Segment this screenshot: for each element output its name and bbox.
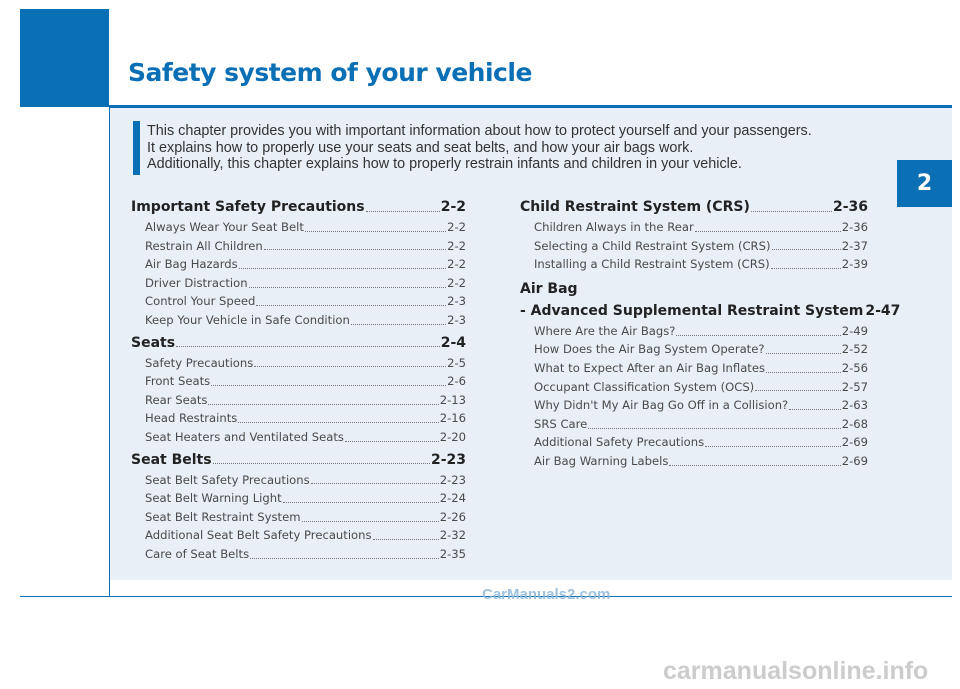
toc-section-seats[interactable] bbox=[131, 332, 466, 354]
toc-page-number: 2-24 bbox=[439, 491, 466, 506]
watermark-top: CarManuals2.com bbox=[482, 586, 611, 603]
toc-page-number: 2-36 bbox=[841, 220, 868, 234]
toc-entry-label: Children Always in the Rear bbox=[534, 220, 694, 234]
toc-page-number: 2-2 bbox=[447, 257, 466, 272]
leader-dots bbox=[213, 463, 430, 464]
toc-page-number: 2-63 bbox=[841, 398, 868, 413]
toc-entry-label: Additional Safety Precautions bbox=[534, 435, 705, 450]
toc-subsection-list bbox=[131, 471, 466, 564]
toc-entry[interactable] bbox=[131, 526, 466, 545]
toc-entry[interactable] bbox=[131, 508, 466, 527]
toc-page-number: 2-49 bbox=[841, 323, 868, 338]
leader-dots bbox=[366, 211, 440, 212]
toc-page-number: 2-13 bbox=[439, 392, 466, 407]
toc-subsection-list bbox=[520, 322, 868, 471]
leader-dots bbox=[208, 404, 438, 405]
toc-entry-label: How Does the Air Bag System Operate? bbox=[534, 342, 765, 357]
toc-entry[interactable] bbox=[520, 415, 868, 434]
toc-page-number: 2-2 bbox=[447, 275, 466, 290]
toc-entry-label: Front Seats bbox=[145, 374, 211, 389]
chapter-intro bbox=[147, 123, 877, 173]
toc-entry-label: Installing a Child Restraint System (CRS) bbox=[534, 257, 770, 272]
toc-entry[interactable] bbox=[131, 274, 466, 293]
toc-page-number: 2-2 bbox=[440, 199, 466, 215]
toc-section-title: Important Safety Precautions bbox=[131, 199, 365, 215]
leader-dots bbox=[676, 335, 840, 336]
toc-entry[interactable] bbox=[131, 545, 466, 564]
leader-dots bbox=[705, 446, 841, 447]
toc-entry-label: Air Bag Hazards bbox=[145, 257, 238, 272]
intro-line: Additionally, this chapter explains how to properly restrain infants and children in your vehicle. bbox=[147, 156, 742, 173]
toc-right-column bbox=[520, 196, 901, 471]
toc-entry[interactable] bbox=[520, 218, 868, 237]
toc-page-number: 2-23 bbox=[439, 472, 466, 487]
toc-entry-label: Care of Seat Belts bbox=[145, 546, 250, 561]
intro-line: It explains how to properly use your seats and seat belts, and how your air bags work. bbox=[147, 139, 694, 156]
leader-dots bbox=[211, 385, 446, 386]
leader-dots bbox=[766, 372, 841, 373]
toc-page-number: 2-16 bbox=[439, 411, 466, 426]
toc-page-number: 2-23 bbox=[430, 451, 466, 468]
toc-page-number: 2-69 bbox=[841, 435, 868, 450]
toc-page-number: 2-68 bbox=[841, 416, 868, 431]
toc-entry[interactable] bbox=[520, 433, 868, 452]
toc-entry-label: Seat Belt Restraint System bbox=[145, 509, 301, 524]
toc-subsection-list bbox=[131, 218, 466, 330]
toc-entry-label: Driver Distraction bbox=[145, 275, 248, 290]
toc-entry[interactable] bbox=[520, 340, 868, 359]
toc-page-number: 2-2 bbox=[447, 238, 466, 253]
toc-section-seat-belts[interactable] bbox=[131, 449, 466, 471]
toc-entry-label: Control Your Speed bbox=[145, 294, 256, 309]
toc-entry-label: Why Didn't My Air Bag Go Off in a Collision? bbox=[534, 398, 789, 413]
toc-page-number: 2-52 bbox=[841, 342, 868, 357]
toc-entry-label: Additional Seat Belt Safety Precautions bbox=[145, 528, 372, 543]
toc-entry-label: Head Restraints bbox=[145, 411, 238, 426]
toc-entry[interactable] bbox=[131, 311, 466, 330]
header-color-block bbox=[20, 9, 109, 107]
toc-page-number: 2-47 bbox=[865, 302, 901, 319]
intro-line: This chapter provides you with important information about how to protect yourself and your passengers. bbox=[147, 123, 812, 139]
leader-dots bbox=[669, 465, 840, 466]
leader-dots bbox=[351, 324, 446, 325]
toc-section-title: Air Bag bbox=[520, 280, 578, 297]
leader-dots bbox=[305, 231, 446, 232]
toc-entry-label: Occupant Classification System (OCS) bbox=[534, 379, 755, 394]
leader-dots bbox=[766, 353, 841, 354]
toc-entry-label: Seat Heaters and Ventilated Seats bbox=[145, 429, 344, 444]
leader-dots bbox=[789, 409, 840, 410]
toc-entry-label: SRS Care bbox=[534, 416, 588, 431]
toc-page-number: 2-3 bbox=[447, 312, 466, 327]
leader-dots bbox=[176, 346, 440, 347]
leader-dots bbox=[373, 539, 439, 540]
toc-entry[interactable] bbox=[131, 292, 466, 311]
toc-section-important[interactable] bbox=[131, 196, 466, 218]
toc-entry-label: Restrain All Children bbox=[145, 238, 263, 253]
toc-page-number: 2-4 bbox=[440, 334, 466, 351]
toc-entry[interactable] bbox=[520, 237, 868, 256]
leader-dots bbox=[239, 268, 446, 269]
toc-entry-label: Rear Seats bbox=[145, 392, 208, 407]
toc-subsection-list bbox=[520, 218, 868, 274]
toc-page-number: 2-32 bbox=[439, 528, 466, 543]
leader-dots bbox=[695, 231, 841, 232]
leader-dots bbox=[249, 287, 447, 288]
toc-page-number: 2-5 bbox=[447, 355, 466, 370]
toc-entry[interactable] bbox=[520, 322, 868, 341]
toc-entry[interactable] bbox=[131, 255, 466, 274]
toc-section-title: Seat Belts bbox=[131, 451, 212, 468]
toc-entry[interactable] bbox=[520, 396, 868, 415]
toc-entry-label: Air Bag Warning Labels bbox=[534, 453, 669, 468]
leader-dots bbox=[238, 422, 438, 423]
toc-entry[interactable] bbox=[520, 359, 868, 378]
toc-section-title: Child Restraint System (CRS) bbox=[520, 199, 750, 215]
leader-dots bbox=[311, 483, 439, 484]
leader-dots bbox=[588, 428, 840, 429]
toc-section-subtitle: - Advanced Supplemental Restraint System bbox=[520, 302, 864, 319]
watermark-bottom: carmanualsonline.info bbox=[663, 657, 929, 685]
toc-page-number: 2-2 bbox=[447, 220, 466, 234]
toc-page-number: 2-69 bbox=[841, 453, 868, 468]
leader-dots bbox=[751, 211, 832, 212]
toc-entry[interactable] bbox=[131, 218, 466, 237]
chapter-tab[interactable]: 2 bbox=[897, 160, 952, 207]
leader-dots bbox=[345, 441, 439, 442]
toc-entry[interactable] bbox=[131, 237, 466, 256]
toc-page-number: 2-3 bbox=[447, 294, 466, 309]
toc-entry[interactable] bbox=[131, 372, 466, 391]
leader-dots bbox=[755, 390, 840, 391]
toc-entry[interactable] bbox=[520, 378, 868, 397]
leader-dots bbox=[283, 502, 439, 503]
toc-page-number: 2-36 bbox=[832, 199, 868, 215]
toc-entry-label: Seat Belt Warning Light bbox=[145, 491, 282, 506]
toc-left-column bbox=[131, 196, 466, 564]
toc-entry[interactable] bbox=[131, 428, 466, 447]
toc-page-number: 2-39 bbox=[841, 257, 868, 272]
toc-entry-label: Safety Precautions bbox=[145, 355, 254, 370]
toc-entry-label: Always Wear Your Seat Belt bbox=[145, 220, 304, 234]
toc-page-number: 2-26 bbox=[439, 509, 466, 524]
intro-accent-bar bbox=[133, 121, 140, 175]
toc-entry-label: Seat Belt Safety Precautions bbox=[145, 472, 310, 487]
toc-page-number: 2-57 bbox=[841, 379, 868, 394]
toc-page-number: 2-20 bbox=[439, 429, 466, 444]
toc-entry-label: Selecting a Child Restraint System (CRS) bbox=[534, 238, 771, 253]
leader-dots bbox=[250, 558, 439, 559]
toc-page-number: 2-35 bbox=[439, 546, 466, 561]
leader-dots bbox=[254, 366, 446, 367]
leader-dots bbox=[772, 249, 841, 250]
toc-entry[interactable] bbox=[520, 452, 868, 471]
toc-entry[interactable] bbox=[520, 255, 868, 274]
toc-subsection-list bbox=[131, 354, 466, 447]
toc-entry[interactable] bbox=[131, 409, 466, 428]
toc-entry[interactable] bbox=[131, 489, 466, 508]
leader-dots bbox=[302, 521, 439, 522]
toc-page-number: 2-56 bbox=[841, 360, 868, 375]
toc-page-number: 2-6 bbox=[447, 374, 466, 389]
toc-entry[interactable] bbox=[131, 391, 466, 410]
page-title: Safety system of your vehicle bbox=[128, 58, 532, 87]
toc-section-air-bag[interactable] bbox=[520, 278, 901, 322]
leader-dots bbox=[771, 268, 841, 269]
toc-page-number: 2-37 bbox=[841, 238, 868, 253]
toc-entry-label: Keep Your Vehicle in Safe Condition bbox=[145, 312, 350, 327]
toc-entry[interactable] bbox=[131, 471, 466, 490]
toc-entry[interactable] bbox=[131, 354, 466, 373]
leader-dots bbox=[256, 305, 446, 306]
leader-dots bbox=[264, 249, 446, 250]
toc-entry-label: What to Expect After an Air Bag Inflates bbox=[534, 360, 766, 375]
toc-section-title: Seats bbox=[131, 334, 176, 351]
toc-entry-label: Where Are the Air Bags? bbox=[534, 323, 676, 338]
toc-section-crs[interactable] bbox=[520, 196, 868, 218]
